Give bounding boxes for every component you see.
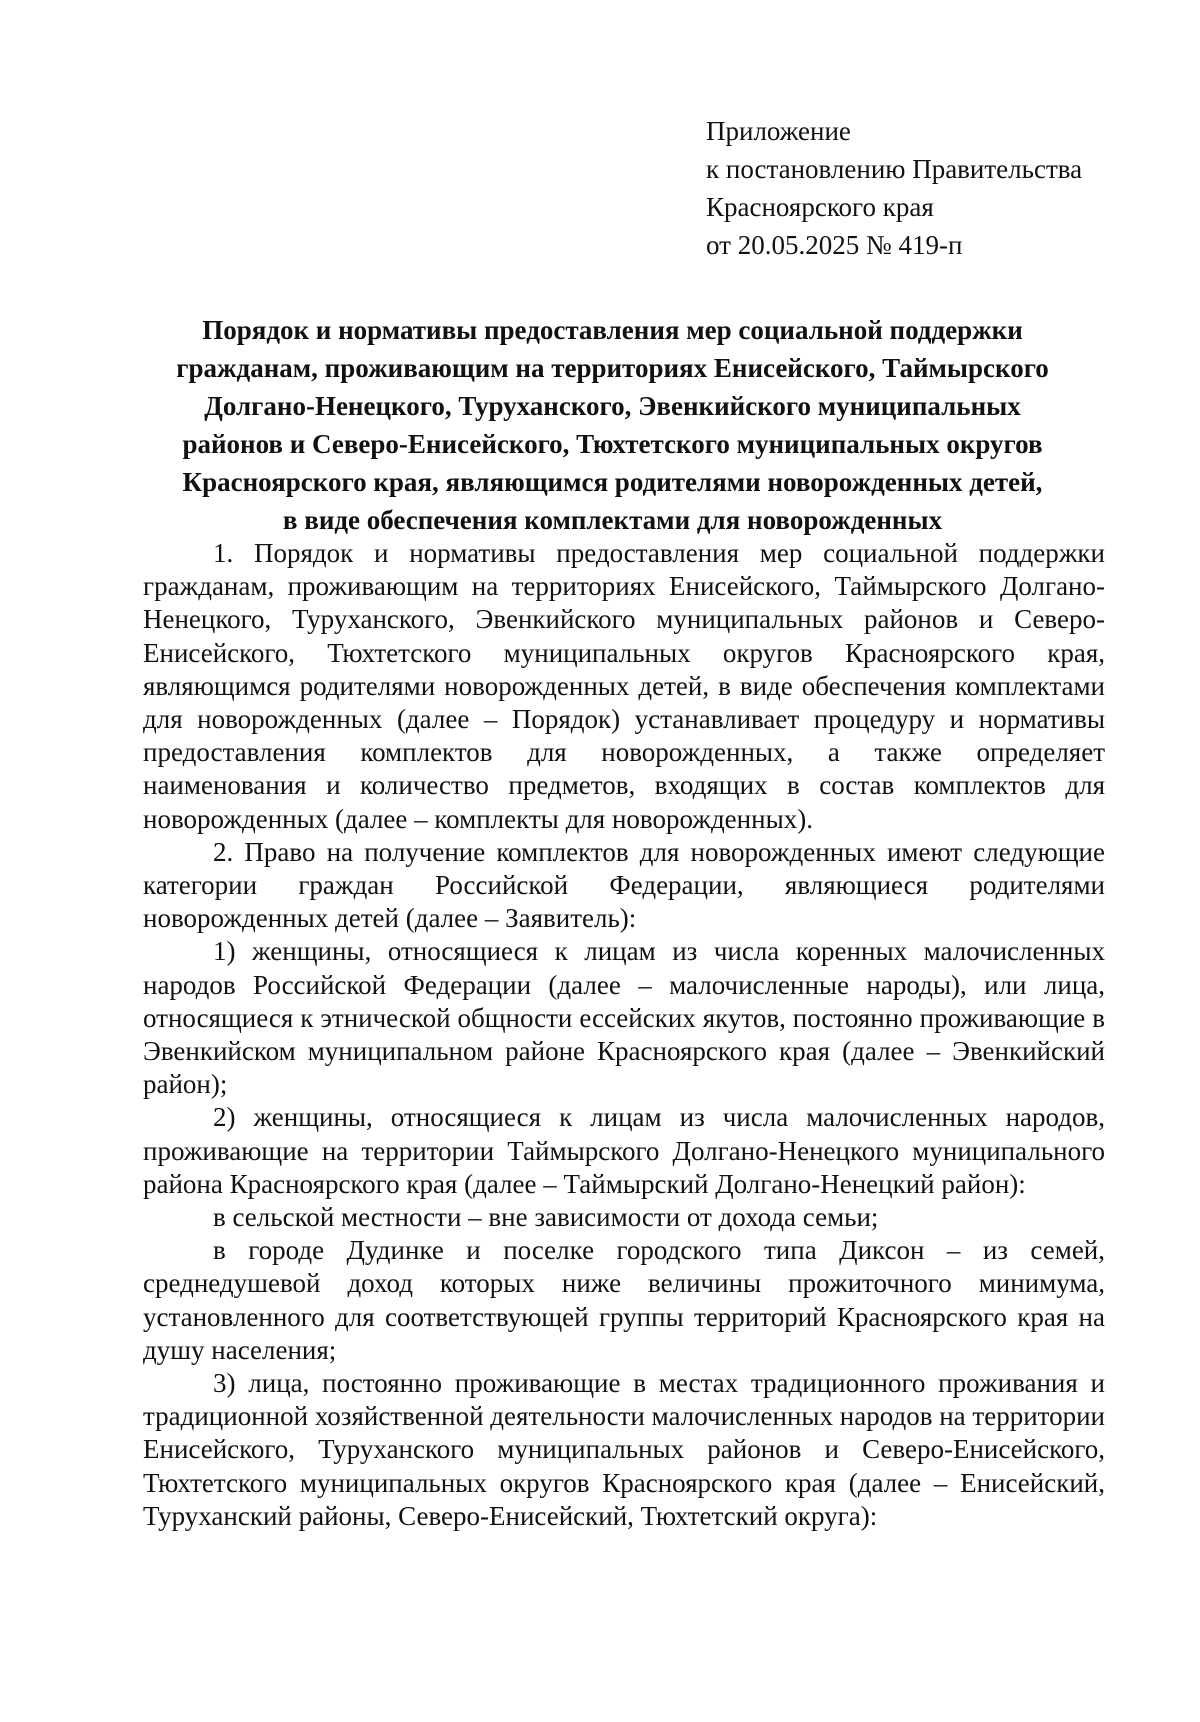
paragraph-item-1: 1) женщины, относящиеся к лицам из числа коренных малочисленных народов Российской Федерации (далее – малочисленные народы), или лица, относящиеся к этнической общности ессейских якутов, постоянно проживающие в Эвенкийском муниципальном районе Красноярского края (далее – Эвенкийский район); [143,936,1105,1100]
paragraph-item-3: 3) лица, постоянно проживающие в местах традиционного проживания и традиционной хозяйственной деятельности малочисленных народов на территории Енисейского, Туруханского муниципальных районов и Северо-Енисейского, Тюхтетского муниципальных округов Красноярского края (далее – Енисейский, Туруханский районы, Северо-Енисейский, Тюхтетский округа): [143,1368,1105,1531]
title-line: районов и Северо-Енисейского, Тюхтетского муниципальных округов [182,429,1043,459]
title-line: в виде обеспечения комплектами для новорожденных [282,505,943,535]
title-line: Долгано-Ненецкого, Туруханского, Эвенкийского муниципальных [204,391,1021,421]
appendix-line: Приложение [706,116,851,146]
appendix-block [706,112,1146,264]
appendix-line: Красноярского края [706,192,934,222]
title-line: Красноярского края, являющимся родителями новорожденных детей, [182,467,1043,497]
paragraph-dudinka: в городе Дудинке и поселке городского типа Диксон – из семей, среднедушевой доход которых ниже величины прожиточного минимума, установленного для соответствующей группы территорий Красноярского края на душу населения; [143,1235,1105,1365]
document-body [143,537,1105,1533]
appendix-line: к постановлению Правительства [706,154,1083,184]
paragraph-2: 2. Право на получение комплектов для новорожденных имеют следующие категории граждан Российской Федерации, являющиеся родителями новорожденных детей (далее – Заявитель): [143,836,1105,934]
title-line: Порядок и нормативы предоставления мер социальной поддержки [202,315,1023,345]
paragraph-1: 1. Порядок и нормативы предоставления мер социальной поддержки гражданам, проживающим на территориях Енисейского, Таймырского Долгано-Ненецкого, Туруханского, Эвенкийского муниципальных районов и Северо-Енисейского, Тюхтетского муниципальных округов Красноярского края, являющимся родителями новорожденных детей, в виде обеспечения комплектами для новорожденных (далее – Порядок) устанавливает процедуру и нормативы предоставления комплектов для новорожденных, а также определяет наименования и количество предметов, входящих в состав комплектов для новорожденных (далее – комплекты для новорожденных). [143,538,1105,834]
paragraph-rural: в сельской местности – вне зависимости от дохода семьи; [213,1202,879,1233]
title-line: гражданам, проживающим на территориях Енисейского, Таймырского [176,353,1049,383]
document-title [150,311,1075,539]
appendix-date-number: от 20.05.2025 № 419-п [706,230,963,260]
paragraph-item-2: 2) женщины, относящиеся к лицам из числа малочисленных народов, проживающие на территории Таймырского Долгано-Ненецкого муниципального района Красноярского края (далее – Таймырский Долгано-Ненецкий район): [143,1102,1105,1199]
